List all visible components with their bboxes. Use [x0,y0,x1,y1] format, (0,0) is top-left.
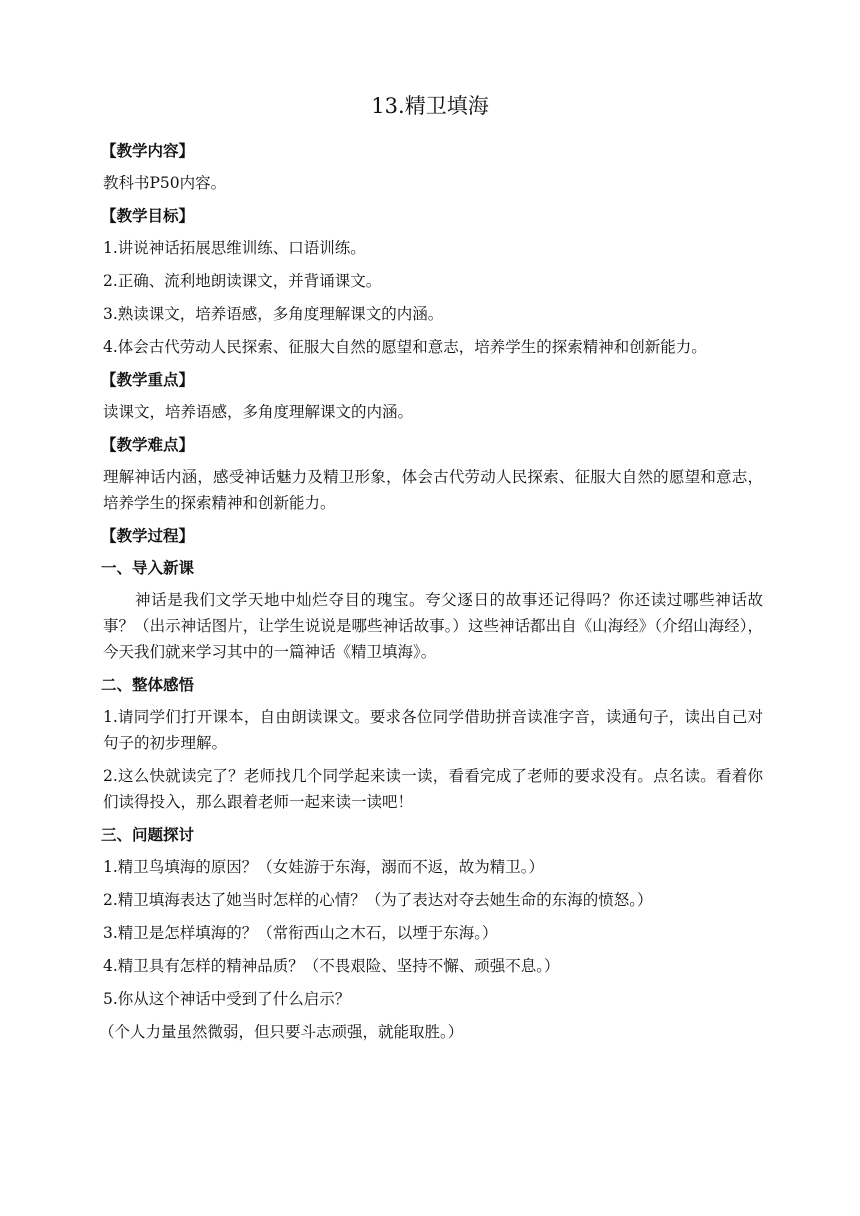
goal-item: 2.正确、流利地朗读课文，并背诵课文。 [103,272,382,290]
page-title: 13.精卫填海 [371,94,489,118]
goal-item: 1.讲说神话拓展思维训练、口语训练。 [103,239,366,257]
discussion-item: 4.精卫具有怎样的精神品质？（不畏艰险、坚持不懈、顽强不息。） [103,957,560,975]
discussion-item: 2.精卫填海表达了她当时怎样的心情？（为了表达对夺去她生命的东海的愤怒。） [103,891,653,909]
overall-item: 2.这么快就读完了？老师找几个同学起来读一读，看看完成了老师的要求没有。点名读。看着你们读得投入，那么跟着老师一起来读一读吧！ [103,767,763,811]
discussion-item: 5.你从这个神话中受到了什么启示？ [103,990,351,1008]
discussion-item: 1.精卫鸟填海的原因？（女娃游于东海，溺而不返，故为精卫。） [103,858,545,876]
section-heading-content: 【教学内容】 [101,142,195,160]
difficulty-text: 理解神话内涵，感受神话魅力及精卫形象，体会古代劳动人民探索、征服大自然的愿望和意志，培养学生的探索精神和创新能力。 [103,468,763,512]
section-heading-difficulty: 【教学难点】 [101,436,195,454]
section-heading-process: 【教学过程】 [101,527,195,545]
step-heading-intro: 一、导入新课 [101,559,195,577]
focus-text: 读课文，培养语感，多角度理解课文的内涵。 [103,403,414,421]
step-heading-overall: 二、整体感悟 [101,676,195,694]
content-text: 教科书P50内容。 [103,174,227,192]
step-heading-discussion: 三、问题探讨 [101,826,195,844]
section-heading-focus: 【教学重点】 [101,371,195,389]
section-heading-goals: 【教学目标】 [101,207,195,225]
discussion-item: 3.精卫是怎样填海的？（常衔西山之木石，以堙于东海。） [103,924,498,942]
goal-item: 3.熟读课文，培养语感，多角度理解课文的内涵。 [103,305,444,323]
lesson-plan-body [99,138,763,1052]
goal-item: 4.体会古代劳动人民探索、征服大自然的愿望和意志，培养学生的探索精神和创新能力。 [103,338,707,356]
intro-paragraph: 神话是我们文学天地中灿烂夺目的瑰宝。夸父逐日的故事还记得吗？你还读过哪些神话故事？（出示神话图片，让学生说说是哪些神话故事。）这些神话都出自《山海经》（介绍山海经），今天我们就来学习其中的一篇神话《精卫填海》。 [103,591,763,661]
discussion-answer: （个人力量虽然微弱，但只要斗志顽强，就能取胜。） [99,1023,464,1041]
overall-item: 1.请同学们打开课本，自由朗读课文。要求各位同学借助拼音读准字音，读通句子，读出自己对句子的初步理解。 [103,708,763,752]
